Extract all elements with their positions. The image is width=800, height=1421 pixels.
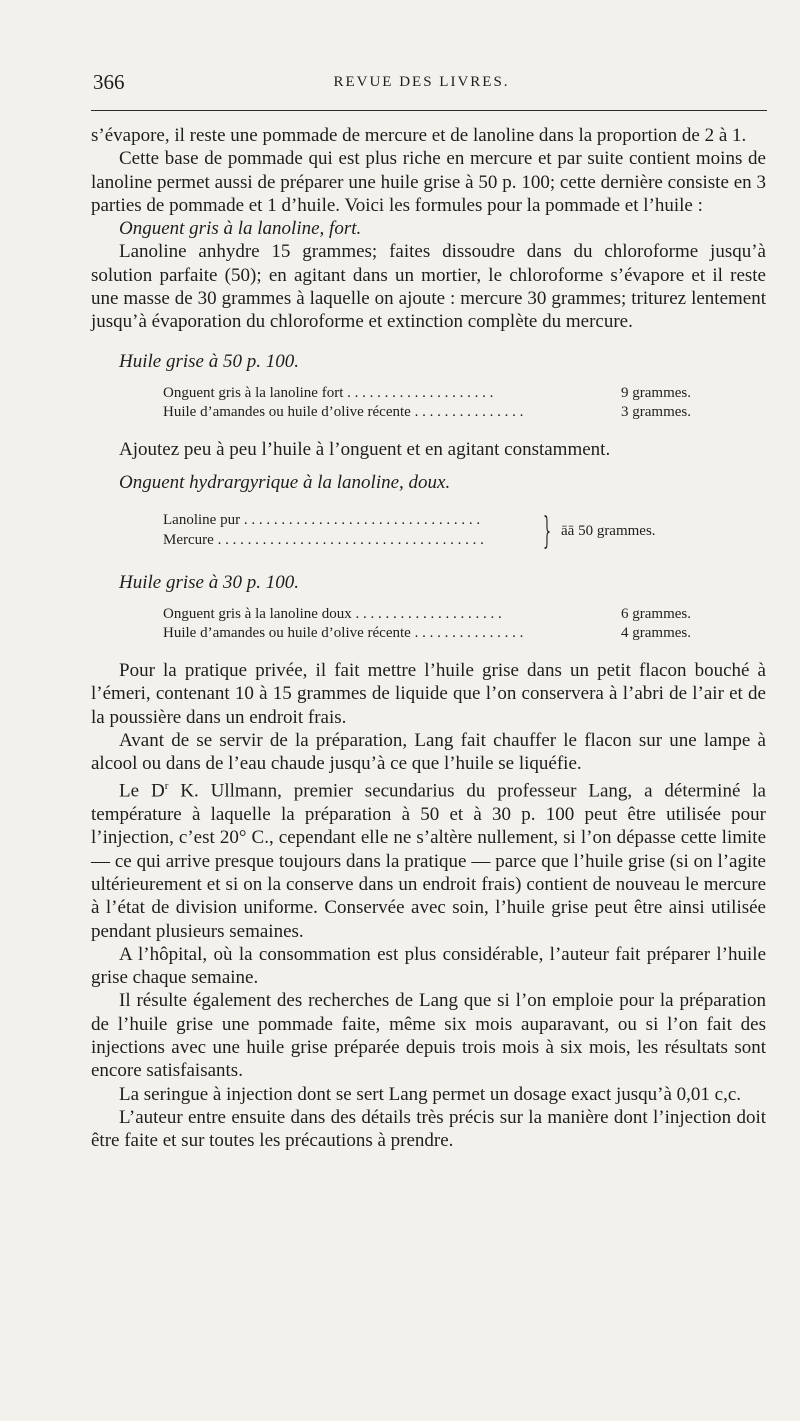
running-title: REVUE DES LIVRES. bbox=[333, 74, 510, 90]
paragraph: Avant de se servir de la préparation, Lang fait chauffer le flacon sur une lampe à alcool ou dans de l’eau chaude jusqu’à ce que l’huile se liquéfie. bbox=[91, 729, 766, 775]
recipe-row bbox=[163, 605, 691, 624]
recipe-quantity: 3 grammes. bbox=[621, 403, 691, 420]
page-number: 366 bbox=[93, 70, 125, 94]
recipe-quantity: 6 grammes. bbox=[621, 605, 691, 622]
recipe-heading: Onguent gris à la lanoline, fort. bbox=[119, 218, 362, 240]
page-body bbox=[91, 124, 766, 1153]
recipe-table bbox=[163, 605, 691, 643]
recipe-row bbox=[163, 624, 691, 643]
recipe-quantity: 4 grammes. bbox=[621, 624, 691, 641]
recipe-ingredient: Huile d’amandes ou huile d’olive récente . . . . . . . . . . . . . . . bbox=[163, 403, 524, 420]
page-header bbox=[91, 70, 752, 100]
paragraph: Ajoutez peu à peu l’huile à l’onguent et en agitant constamment. bbox=[119, 438, 611, 460]
recipe-row bbox=[163, 384, 691, 403]
paragraph: Cette base de pommade qui est plus riche en mercure et par suite contient moins de lanoline permet aussi de préparer une huile grise à 50 p. 100; cette dernière consiste en 3 parties de pommade et 1 d’huile. Voici les formules pour la pommade et l’huile : bbox=[91, 148, 766, 216]
recipe-title: Onguent hydrargyrique à la lanoline, doux. bbox=[119, 471, 451, 493]
recipe-row bbox=[163, 403, 691, 422]
recipe-quantity: 9 grammes. bbox=[621, 384, 691, 401]
paragraph: Lanoline anhydre 15 grammes; faites dissoudre dans du chloroforme jusqu’à solution parfaite (50); en agitant dans un mortier, le chloroforme s’évapore et il reste une masse de 30 grammes à laquelle on ajoute : mercure 30 grammes; triturez lentement jusqu’à évaporation du chloroforme et extinction complète du mercure. bbox=[91, 241, 766, 333]
recipe-ingredient: Onguent gris à la lanoline fort . . . . . . . . . . . . . . . . . . . . bbox=[163, 384, 494, 401]
recipe-title: Huile grise à 30 p. 100. bbox=[119, 571, 299, 593]
header-rule bbox=[91, 110, 767, 111]
recipe-combined bbox=[163, 511, 766, 555]
brace-glyph: } bbox=[543, 510, 552, 552]
recipe-ingredient: Lanoline pur . . . . . . . . . . . . . . . . . . . . . . . . . . . . . . . . bbox=[163, 511, 481, 528]
paragraph: Pour la pratique privée, il fait mettre l’huile grise dans un petit flacon bouché à l’émeri, contenant 10 à 15 grammes de liquide que l’on conservera à l’abri de l’air et de la poussière dans un endroit frais. bbox=[91, 659, 766, 728]
recipe-table bbox=[163, 384, 691, 422]
paragraph: Le $D^r$ K. Ullmann, premier secundarius du professeur Lang, a déterminé la température à laquelle la préparation à 50 et à 30 p. 100 peut être utilisée pour l’injection, c’est 20° C., cependant elle ne s’altère nullement, si l’on dépasse cette limite — ce qui arrive presque toujours dans la pratique — parce que l’huile grise (si on l’agite ultérieurement et si on la conserve dans un endroit frais) contient de nouveau le mercure à l’état de division uniforme. Conservée avec soin, l’huile grise peut être ainsi utilisée pendant plusieurs semaines. bbox=[91, 780, 766, 942]
recipe-ingredient: Onguent gris à la lanoline doux . . . . . . . . . . . . . . . . . . . . bbox=[163, 605, 502, 622]
paragraph: La seringue à injection dont se sert Lang permet un dosage exact jusqu’à 0,01 c,c. bbox=[119, 1083, 742, 1105]
recipe-title: Huile grise à 50 p. 100. bbox=[119, 350, 299, 372]
paragraph: A l’hôpital, où la consommation est plus considérable, l’auteur fait préparer l’huile grise chaque semaine. bbox=[91, 943, 766, 989]
recipe-ingredient: Huile d’amandes ou huile d’olive récente . . . . . . . . . . . . . . . bbox=[163, 624, 524, 641]
paragraph: Il résulte également des recherches de Lang que si l’on emploie pour la préparation de l’huile grise une pommade faite, même six mois auparavant, ou si l’on fait des injections avec une huile grise préparée depuis trois mois à six mois, les résultats sont encore satisfaisants. bbox=[91, 990, 766, 1082]
paragraph: s’évapore, il reste une pommade de mercure et de lanoline dans la proportion de 2 à 1. bbox=[91, 125, 747, 146]
paragraph: L’auteur entre ensuite dans des détails très précis sur la manière dont l’injection doit être faite et sur toutes les précautions à prendre. bbox=[91, 1106, 766, 1152]
recipe-quantity: āā 50 grammes. bbox=[561, 522, 656, 539]
recipe-ingredient: Mercure . . . . . . . . . . . . . . . . . . . . . . . . . . . . . . . . . . . . bbox=[163, 531, 484, 548]
